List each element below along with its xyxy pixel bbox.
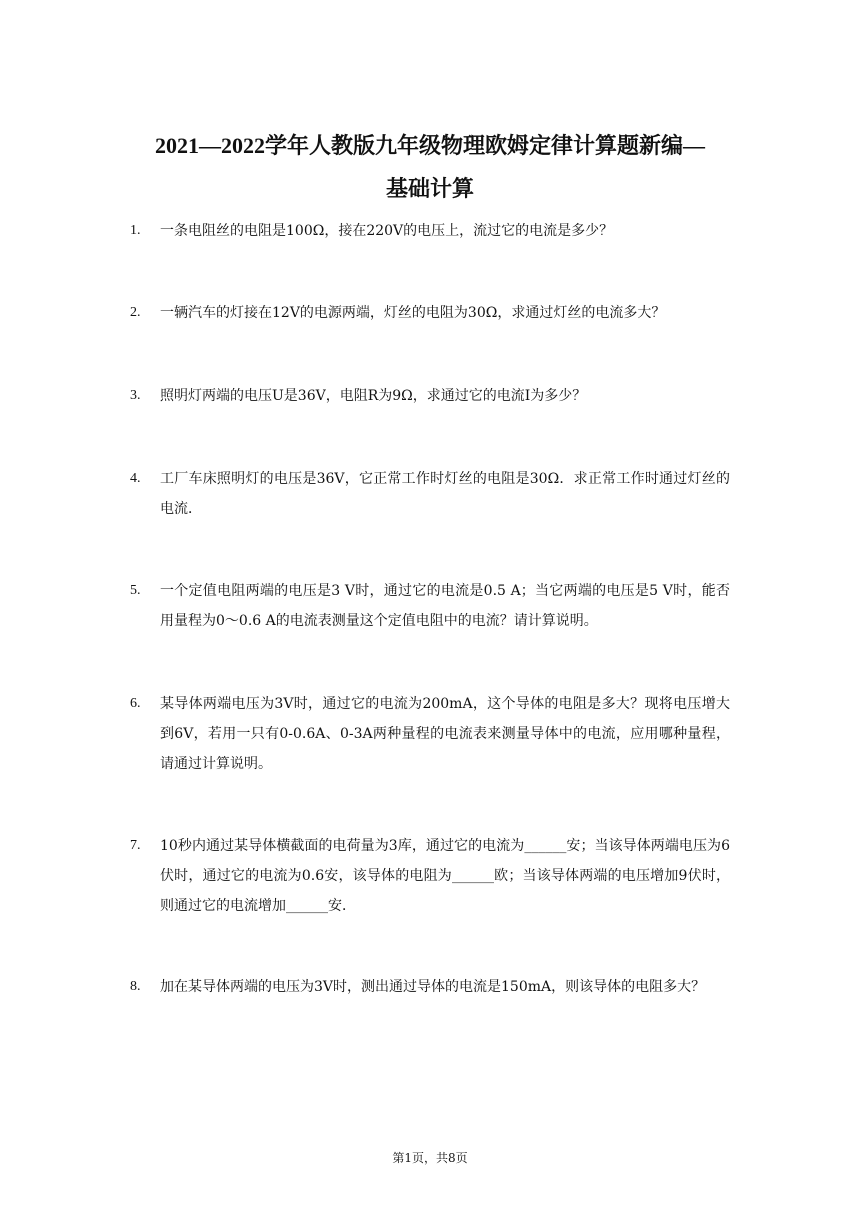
question-text: 一个定值电阻两端的电压是3 V时，通过它的电流是0.5 A；当它两端的电压是5 V时，能否用量程为0～0.6 A的电流表测量这个定值电阻中的电流？请计算说明。 [160,583,730,629]
question-number: 7. [130,838,141,853]
question-text: 照明灯两端的电压U是36V，电阻R为9Ω，求通过它的电流I为多少？ [160,388,587,404]
question-number: 2. [130,305,141,320]
question-7 [130,831,730,921]
question-text: 10秒内通过某导体横截面的电荷量为3库，通过它的电流为______安；当该导体两端电压为6伏时，通过它的电流为0.6安，该导体的电阻为______欧；当该导体两端的电压增加9伏时，则通过它的电流增加______安． [160,838,730,914]
question-number: 4. [130,471,141,486]
question-number: 1. [130,223,141,238]
page-title-line-2: 基础计算 [385,176,474,201]
page-footer: 第1页，共8页 [392,1151,468,1165]
question-number: 5. [130,583,141,598]
question-6 [130,689,730,779]
question-1 [130,216,730,246]
question-2 [130,298,730,328]
question-8 [130,972,730,1002]
question-text: 某导体两端电压为3V时，通过它的电流为200mA，这个导体的电阻是多大？现将电压增大到6V，若用一只有0-0.6A、0-3A两种量程的电流表来测量导体中的电流，应用哪种量程，请通过计算说明。 [160,696,730,772]
question-text: 加在某导体两端的电压为3V时，测出通过导体的电流是150mA，则该导体的电阻多大？ [160,979,706,995]
question-4 [130,464,730,524]
question-3 [130,381,730,411]
question-text: 一辆汽车的灯接在12V的电源两端，灯丝的电阻为30Ω，求通过灯丝的电流多大？ [160,305,666,321]
question-number: 3. [130,388,141,403]
question-number: 6. [130,696,141,711]
question-text: 一条电阻丝的电阻是100Ω，接在220V的电压上，流过它的电流是多少？ [160,223,614,239]
page-title-line-1: 2021—2022学年人教版九年级物理欧姆定律计算题新编— [154,133,705,158]
question-number: 8. [130,979,141,994]
question-5 [130,576,730,636]
question-text: 工厂车床照明灯的电压是36V，它正常工作时灯丝的电阻是30Ω．求正常工作时通过灯丝的电流． [160,471,730,517]
